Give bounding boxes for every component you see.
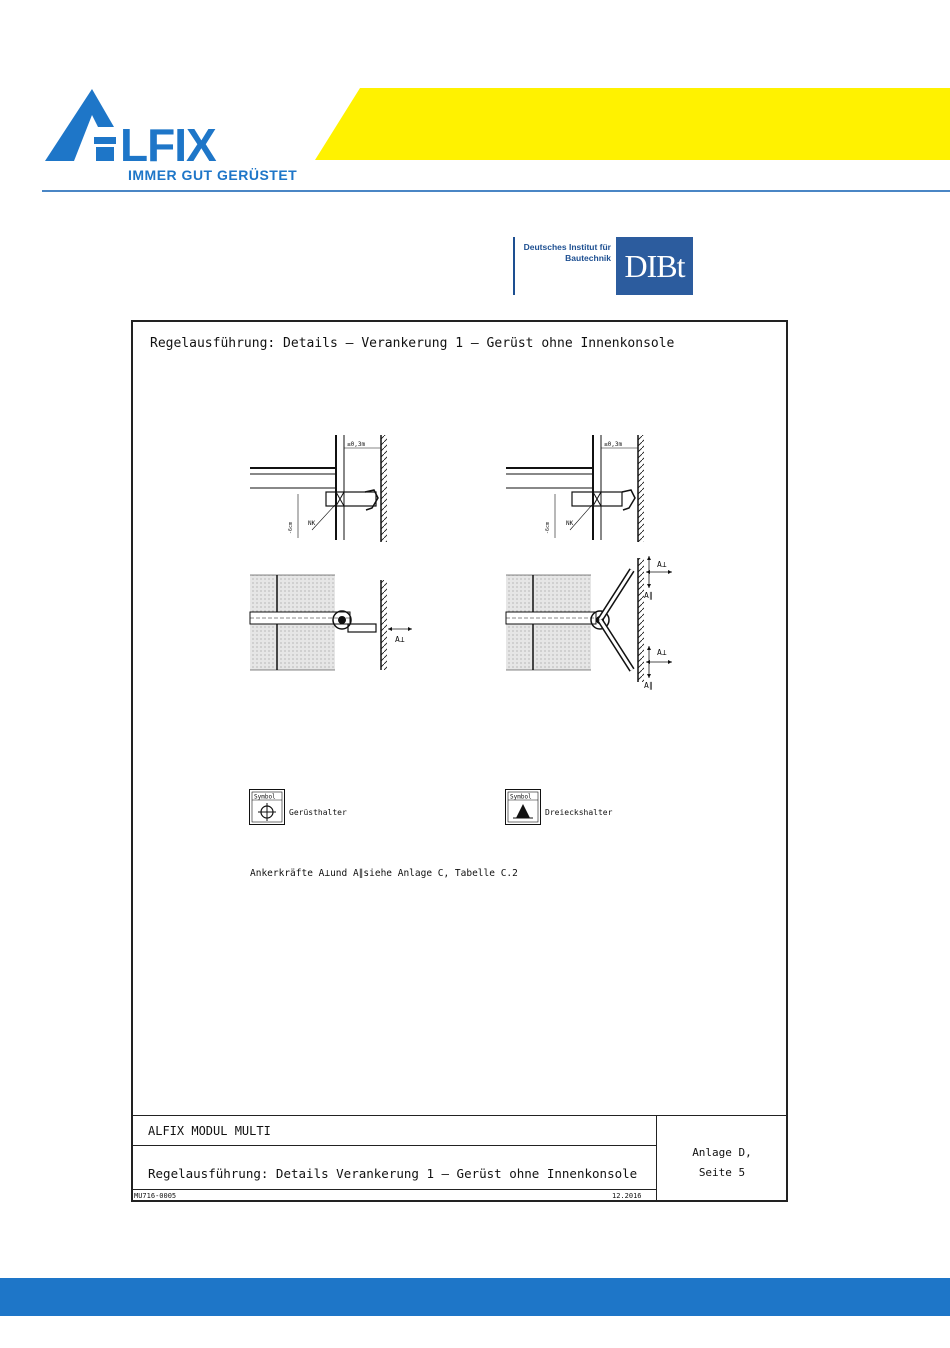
label-nk-right: NK (566, 520, 574, 527)
symbol-tag-2: Symbol (510, 793, 532, 801)
title-block-bottom-line (133, 1189, 656, 1190)
title-block-divider (656, 1115, 657, 1201)
label-force-perp-bottom: A⊥ (657, 648, 667, 657)
dim-side-left: -6cm (288, 521, 294, 534)
dibt-logo (513, 237, 693, 297)
title-block-date: 12.2016 (612, 1192, 642, 1200)
label-force-perp-plan-left: A⊥ (395, 635, 405, 644)
page-label: Seite 5 (698, 1166, 746, 1179)
annex-label: Anlage D, (692, 1146, 752, 1159)
dim-side-right: -6cm (545, 521, 551, 534)
dim-max-distance-left: ≤0,3m (347, 441, 366, 448)
alfix-logo (40, 85, 300, 185)
sheet-title: Regelausführung: Details – Verankerung 1 – Gerüst ohne Innenkonsole (150, 336, 675, 351)
symbol-label-dreieckshalter: Dreieckshalter (545, 808, 613, 817)
dibt-mark: DIBt (616, 237, 693, 295)
title-block-top-line (133, 1115, 787, 1116)
symbol-tag-1: Symbol (254, 793, 276, 801)
detail-plan-right (506, 556, 672, 690)
logo-tagline: IMMER GUT GERÜSTET (128, 167, 298, 183)
title-block-title: Regelausführung: Details Verankerung 1 – Gerüst ohne Innenkonsole (148, 1166, 638, 1181)
label-force-par-top: A∥ (644, 591, 653, 600)
title-block-annex (660, 1143, 784, 1183)
anchor-detail-drawings (240, 430, 700, 700)
title-block-product: ALFIX MODUL MULTI (148, 1124, 271, 1138)
dim-max-distance-right: ≤0,3m (604, 441, 623, 448)
title-block-doc-number: MU716-0005 (134, 1192, 177, 1200)
symbol-label-geruesthalter: Gerüsthalter (289, 808, 347, 817)
header-yellow-band (315, 88, 950, 160)
symbol-dreieckshalter (505, 789, 541, 825)
detail-elevation-left (250, 435, 387, 542)
dibt-bar (513, 237, 515, 295)
label-force-par-bottom: A∥ (644, 681, 653, 690)
label-nk-left: NK (308, 520, 316, 527)
label-force-perp-top: A⊥ (657, 560, 667, 569)
footer-band (0, 1278, 950, 1316)
logo-wordmark: LFIX (120, 119, 216, 171)
detail-elevation-right (506, 435, 644, 542)
anchor-forces-note: Ankerkräfte A⊥und A∥siehe Anlage C, Tabelle C.2 (250, 868, 518, 879)
symbol-geruesthalter (249, 789, 285, 825)
header-divider (42, 190, 950, 192)
dibt-institute-name: Deutsches Institut für Bautechnik (523, 242, 611, 263)
title-block-mid-line (133, 1145, 656, 1146)
detail-plan-left (250, 575, 412, 670)
